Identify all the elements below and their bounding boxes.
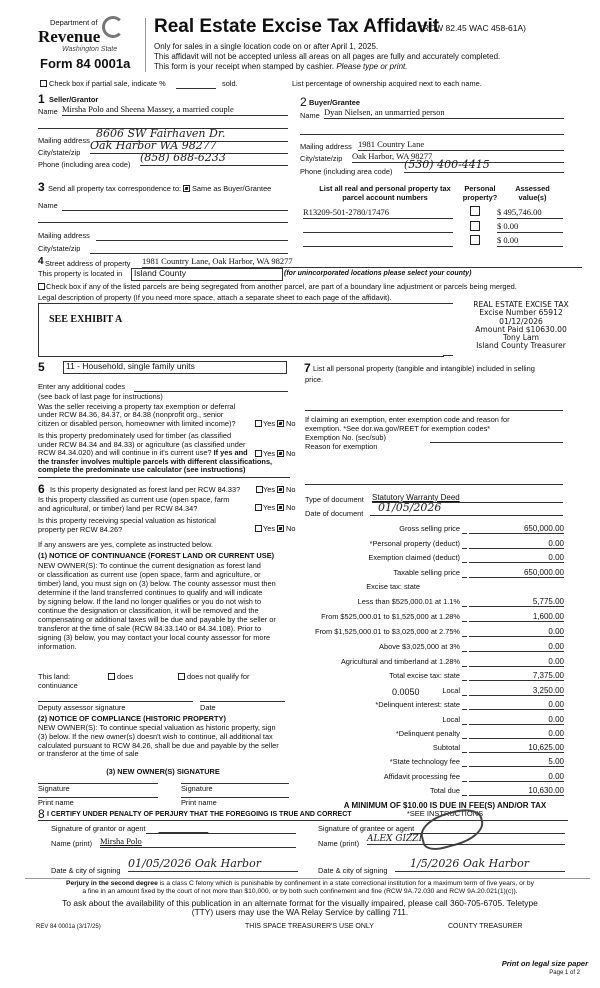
seller-mail-field[interactable]: 8606 SW Fairhaven Dr. [96, 128, 288, 142]
dept-label: Department of [50, 18, 98, 27]
no-label: No [286, 524, 296, 533]
q-line: under RCW 84.36, 84.37, or 84.38 (nonprofit org., senior [38, 410, 224, 420]
fee-value-field[interactable]: 0.00 [469, 553, 564, 563]
yes-label: Yes [263, 419, 276, 428]
notice-line: compensating or additional taxes will be due and payable by the seller or [38, 615, 276, 625]
does-not-label: does not qualify for [187, 672, 250, 681]
personal-header-2: property? [462, 192, 498, 202]
partial-pct-field[interactable] [176, 88, 216, 89]
header-line-3 [154, 62, 407, 71]
seller-name-field[interactable]: Mirsha Polo and Sheena Massey, a married couple [62, 105, 288, 116]
this-land-label: This land: [38, 672, 71, 681]
notice-1-text [38, 561, 276, 651]
exemption-no-checkbox[interactable] [277, 420, 284, 427]
current-use-no-checkbox[interactable] [277, 504, 284, 511]
print-name-label: Print name [181, 798, 217, 807]
fee-value-field[interactable]: 5,775.00 [469, 597, 564, 607]
corr-name-label: Name [38, 201, 58, 210]
doc-type-label: Type of document [305, 495, 364, 504]
fee-leader [462, 695, 467, 696]
dor-logo-icon [102, 16, 124, 38]
accessibility-line: To ask about the availability of this publication in an alternate format for the visually impaired, please call 360-705-6705. Teletype [62, 898, 538, 908]
seller-city-label: City/state/zip [38, 148, 81, 157]
grantee-sig-label: Signature of grantee or agent [318, 824, 415, 833]
notice-line: by signing below. If the land no longer qualifies or you do not wish to [38, 597, 262, 607]
notice-line: continue the designation or classification, it will be removed and the [38, 606, 259, 616]
seller-mail-label: Mailing address [38, 136, 90, 145]
parcel-header-1: List all real and personal property tax [319, 184, 451, 193]
buyer-mail-field[interactable]: 1981 Country Lane [358, 140, 564, 151]
q-line: Is this property classified as current use (open space, farm [38, 495, 230, 504]
current-use-question [38, 495, 229, 513]
partial-sale-checkbox[interactable] [40, 80, 47, 87]
stamp-line: Tony Lam [503, 333, 539, 343]
seller-phone-label: Phone (including area code) [38, 160, 131, 169]
fee-value-field[interactable]: 1,600.00 [469, 612, 564, 622]
additional-codes-label: Enter any additional codes [38, 382, 126, 391]
header-line-2: This affidavit will not be accepted unless all areas on all pages are fully and accurately completed. [154, 52, 501, 61]
state-label: Washington State [62, 46, 118, 53]
list-pct-note: List percentage of ownership acquired next to each name. [292, 79, 482, 88]
notice-2-text [38, 724, 279, 759]
deputy-signature-field[interactable] [38, 701, 193, 702]
personal-property-checkbox[interactable] [470, 206, 480, 216]
grantor-date-label: Date & city of signing [51, 866, 121, 875]
fee-label: *Delinquent penalty [395, 729, 460, 738]
section-5-number: 5 [38, 360, 45, 374]
notice-line: information. [38, 642, 77, 652]
accessibility-note [0, 899, 600, 917]
fee-leader [462, 795, 467, 796]
q-line: If yes and [213, 448, 248, 458]
forest-question: Is this property designated as forest land per RCW 84.33? [50, 485, 241, 494]
section-3-number: 3 [38, 180, 45, 194]
fee-value-field[interactable]: 3,250.00 [469, 686, 564, 696]
fee-value-field[interactable]: 10,625.00 [469, 743, 564, 753]
assessed-value-field[interactable]: $ 0.00 [497, 236, 563, 247]
fee-label: *Personal property (deduct) [369, 539, 460, 548]
assessed-value-field[interactable]: $ 495,746.00 [497, 208, 563, 219]
fee-value-field[interactable]: 650,000.00 [469, 568, 564, 578]
located-label: This property is located in [38, 269, 123, 278]
grantee-name-field[interactable]: ALEX GIZZI [367, 834, 565, 845]
notice-line: NEW OWNER(S): To continue special valuation as historic property, sign [38, 723, 276, 732]
signature-label: Signature [38, 784, 70, 793]
doc-date-field[interactable]: 01/05/2026 [370, 502, 563, 516]
deputy-date-field[interactable] [200, 701, 285, 702]
local-rate: 0.0050 [392, 687, 420, 697]
corr-city-field[interactable] [90, 253, 288, 254]
yes-label: Yes [263, 503, 276, 512]
reason-field[interactable] [305, 484, 563, 485]
grantor-name-label: Name (print) [51, 839, 93, 848]
parcel-header [310, 185, 460, 202]
q-line: under RCW 84.34 and 84.33) or agriculture (as classified under [38, 439, 246, 449]
exemption-note-1: If claiming an exemption, enter exemption code and reason for [305, 415, 510, 424]
personal-property-checkbox[interactable] [470, 235, 480, 245]
grantee-date-field[interactable]: 1/5/2026 Oak Harbor [395, 858, 565, 872]
fee-label: Local [442, 686, 460, 695]
notice-line: (3) below. If the new owner(s) doesn't wish to continue, all additional tax [38, 731, 273, 741]
notice-line: calculated pursuant to RCW 84.26, shall be due and payable by the seller [38, 740, 279, 750]
parcel-number-field[interactable] [303, 222, 453, 233]
no-label: No [286, 485, 296, 494]
does-not-qualify-checkbox[interactable] [178, 673, 185, 680]
notice-3-title: (3) NEW OWNER(S) SIGNATURE [106, 767, 220, 776]
form-title: Real Estate Excise Tax Affidavit [154, 16, 440, 37]
fee-value-field[interactable]: 0.00 [469, 657, 564, 667]
no-label: No [286, 449, 296, 458]
fee-leader [462, 766, 467, 767]
yes-label: Yes [263, 524, 276, 533]
fee-label: Affidavit processing fee [383, 772, 460, 781]
notice-line: transferor at the time of sale (RCW 84.33.140 or 84.34.108). Prior to [38, 624, 262, 634]
fee-label: Local [442, 715, 460, 724]
segregate-checkbox[interactable] [38, 283, 45, 290]
seller-name-label: Name [38, 107, 58, 116]
legal-description: SEE EXHIBIT A [49, 314, 123, 325]
page-number: Page 1 of 2 [549, 970, 580, 976]
fee-label: Gross selling price [399, 524, 460, 533]
grantor-name-field[interactable]: Mirsha Polo [100, 837, 296, 848]
exemption-no-label: Exemption No. (sec/sub) [305, 433, 386, 442]
fee-value-field[interactable]: 0.00 [469, 715, 564, 725]
legal-label: Legal description of property (If you need more space, attach a separate sheet to each page of the affidavit). [38, 293, 392, 302]
footer-divider [25, 878, 590, 879]
exemption-yes-checkbox[interactable] [255, 420, 262, 427]
same-as-buyer-checkbox[interactable] [183, 185, 190, 192]
buyer-mail-label: Mailing address [300, 142, 352, 151]
corr-city-label: City/state/zip [38, 244, 81, 253]
assessed-header [505, 185, 560, 202]
see-back-note: (see back of last page for instructions) [38, 392, 163, 401]
section-6-number: 6 [38, 482, 45, 496]
buyer-name-field[interactable]: Dyan Nielsen, an unmarried person [324, 108, 564, 119]
section-1-number: 1 [38, 92, 45, 106]
yes-label: Yes [263, 485, 276, 494]
seller-title: Seller/Grantor [49, 95, 99, 104]
fee-value-field[interactable]: 7,375.00 [469, 671, 564, 681]
section-8-number: 8 [38, 807, 45, 821]
fee-label: Less than $525,000.01 at 1.1% [357, 597, 460, 606]
treasurer-stamp [452, 301, 590, 351]
county-select[interactable]: Island County [131, 268, 283, 281]
notice-line: or transferor at the time of sale [38, 749, 139, 759]
q-line: Is this property receiving special valuation as historical [38, 516, 216, 525]
see-instructions-note: *SEE INSTRUCTIONS [406, 809, 484, 818]
personal-property-label: List all personal property (tangible and intangible) included in selling [313, 364, 535, 373]
fee-label: Above $3,025,000 at 3% [379, 642, 460, 651]
rcw-ref: (RCW 82.45 WAC 458-61A) [420, 23, 526, 33]
stamp-line: Island County Treasurer [476, 341, 566, 351]
treasurer-use-label: THIS SPACE TREASURER'S USE ONLY [245, 923, 374, 930]
fee-label: From $1,525,000.01 to $3,025,000 at 2.75% [314, 627, 460, 636]
street-field[interactable]: 1981 Country Lane, Oak Harbor, WA 98277 [142, 257, 582, 268]
assessed-header-1: Assessed [515, 184, 550, 193]
historic-no-checkbox[interactable] [277, 525, 284, 532]
notice-1-title: (1) NOTICE OF CONTINUANCE (FOREST LAND OR CURRENT USE) [38, 551, 275, 560]
personal-header [460, 185, 500, 202]
fee-label: Agricultural and timberland at 1.28% [340, 657, 460, 666]
corr-name-field[interactable] [62, 210, 288, 211]
doc-date-label: Date of document [305, 509, 364, 518]
personal-property-field[interactable] [305, 410, 563, 411]
stamp-line: Excise Number 65912 [479, 308, 563, 318]
q-line: RCW 84.34.020) and will continue in it's current use? [38, 448, 212, 458]
date-label: Date [200, 703, 216, 712]
fee-label: Total due [430, 786, 460, 795]
form-number: Form 84 0001a [40, 56, 131, 71]
fee-value-field[interactable]: 0.00 [469, 627, 564, 637]
exemption-note-2: exemption. *See dor.wa.gov/REET for exemption codes* [305, 424, 491, 433]
corr-name-line-2[interactable] [38, 222, 288, 223]
fee-value-field[interactable]: 0.00 [469, 729, 564, 739]
fee-value-field[interactable]: 650,000.00 [469, 524, 564, 534]
corr-mail-label: Mailing address [38, 231, 90, 240]
deputy-label: Deputy assessor signature [38, 703, 126, 712]
fee-leader [462, 636, 467, 637]
if-any-note: If any answers are yes, complete as instructed below. [38, 540, 213, 549]
perjury-text: is a class C felony which is punishable by confinement in a state correctional institution for a maximum term of five years, or by [157, 880, 534, 887]
buyer-phone-label: Phone (including area code) [300, 167, 393, 176]
parcel-number-field[interactable]: R13209-501-2780/17476 [303, 208, 453, 219]
parcel-number-field[interactable] [303, 236, 453, 247]
continuance-label: continuance [38, 681, 78, 690]
section-4-number: 4 [38, 256, 44, 267]
fee-label: *State technology fee [389, 757, 460, 766]
no-label: No [286, 503, 296, 512]
fee-leader [462, 666, 467, 667]
type-print-note: Please type or print. [336, 62, 408, 71]
county-treasurer-label: COUNTY TREASURER [448, 923, 523, 930]
legal-box-bottom [443, 355, 453, 356]
q-line: and agricultural, or timber) land per RCW 84.34? [38, 504, 198, 513]
header-line-1: Only for sales in a single location code on or after April 1, 2025. [154, 42, 379, 51]
section-divider [38, 820, 568, 821]
fee-leader [462, 548, 467, 549]
seller-city-field[interactable]: Oak Harbor WA 98277 [90, 140, 288, 154]
doc-type-field[interactable]: Statutory Warranty Deed [372, 493, 563, 503]
fee-leader [462, 724, 467, 725]
sold-label: sold. [222, 79, 238, 88]
historic-question [38, 516, 216, 534]
buyer-phone-field[interactable]: (530) 400-4415 [404, 159, 564, 173]
fee-leader [462, 533, 467, 534]
fee-leader [462, 709, 467, 710]
q-line: complete the predominate use calculator (see instructions) [38, 465, 246, 475]
exemption-question [38, 403, 236, 428]
buyer-city-field[interactable]: Oak Harbor, WA 98277 [352, 152, 564, 163]
does-qualify-checkbox[interactable] [108, 673, 115, 680]
current-use-yes-checkbox[interactable] [255, 504, 262, 511]
fee-value-field[interactable]: 0.00 [469, 772, 564, 782]
q-line: citizen or disabled person, homeowner with limited income)? [38, 418, 236, 428]
fee-value-field[interactable]: 0.00 [469, 700, 564, 710]
legal-description-box[interactable] [38, 303, 444, 357]
fee-label: Exemption claimed (deduct) [368, 553, 460, 562]
legal-paper-note: Print on legal size paper [501, 959, 588, 968]
q-line: Was the seller receiving a property tax exemption or deferral [38, 402, 236, 411]
land-use-code-select[interactable]: 11 - Household, single family units [63, 361, 287, 374]
personal-header-1: Personal [464, 184, 496, 193]
grantor-sig-label: Signature of grantor or agent [51, 824, 146, 833]
corr-label: Send all property tax correspondence to: [48, 184, 182, 193]
timber-question [38, 432, 272, 475]
fee-label: *Delinquent interest: state [375, 700, 460, 709]
same-as-buyer-label: Same as Buyer/Grantee [192, 184, 272, 193]
county-note: (for unincorporated locations please select your county) [284, 270, 472, 277]
assessed-value-field[interactable]: $ 0.00 [497, 222, 563, 233]
parcel-header-2: parcel account numbers [342, 192, 428, 202]
historic-yes-checkbox[interactable] [255, 525, 262, 532]
fee-label: From $525,000.01 to $1,525,000 at 1.28% [321, 612, 460, 621]
minimum-note: A MINIMUM OF $10.00 IS DUE IN FEE(S) AND/OR TAX [343, 801, 547, 810]
personal-property-label-2: price. [305, 375, 324, 384]
buyer-name-line-2[interactable] [300, 134, 564, 135]
no-label: No [286, 419, 296, 428]
form-revision: REV 84 0001a (3/17/25) [36, 924, 101, 930]
timber-no-checkbox[interactable] [277, 450, 284, 457]
perjury-text-2: a fine in an amount fixed by the court of not more than $10,000, or by both such confinement and fine (RCW 9A.72.030 and RCW 9A.20.021(1)(c)). [82, 888, 518, 895]
fee-label: Excise tax: state [366, 582, 420, 591]
perjury-bold: Perjury in the second degree [66, 880, 158, 887]
does-label: does [117, 672, 134, 681]
perjury-note [0, 880, 600, 896]
fee-label: Taxable selling price [393, 568, 460, 577]
exemption-no-field[interactable] [430, 442, 563, 443]
fee-label: Subtotal [432, 743, 460, 752]
receipt-note: This form is your receipt when stamped by cashier. [154, 62, 335, 71]
revenue-label: Revenue [38, 27, 101, 46]
fee-leader [462, 621, 467, 622]
fee-leader [462, 752, 467, 753]
grantee-name-label: Name (print) [318, 839, 360, 848]
signature-label: Signature [181, 784, 213, 793]
fee-leader [462, 680, 467, 681]
section-2-number: 2 [300, 95, 307, 109]
q-line: the transfer involves multiple parcels with different classifications, [38, 456, 273, 466]
fee-leader [462, 577, 467, 578]
reason-label: Reason for exemption [305, 442, 378, 451]
grantor-signature-icon [158, 822, 212, 834]
header-divider [145, 18, 146, 72]
q-line: Is this property predominately used for timber (as classified [38, 431, 232, 440]
section-7-number: 7 [304, 361, 311, 375]
notice-line: NEW OWNER(S): To continue the current designation as forest land [38, 561, 261, 570]
fee-value-field[interactable]: 0.00 [469, 539, 564, 549]
notice-line: or classification as current use (open space, farm and agriculture, or [38, 570, 261, 580]
fee-value-field[interactable]: 10,630.00 [469, 786, 564, 796]
yes-label: Yes [263, 449, 276, 458]
seller-phone-field[interactable]: (858) 688-6233 [140, 152, 288, 166]
print-name-label: Print name [38, 798, 74, 807]
accessibility-line: (TTY) users may use the WA Relay Service by calling 711. [191, 907, 409, 917]
fee-value-field[interactable]: 5.00 [469, 757, 564, 767]
q-line: property per RCW 84.26? [38, 525, 123, 534]
section-divider [38, 477, 290, 478]
notice-line: signing (3) below, you may contact your local county assessor for more [38, 633, 271, 643]
notice-line: determine if the land transferred continues to qualify and will indicate [38, 588, 263, 598]
fee-leader [462, 562, 467, 563]
buyer-title: Buyer/Grantee [309, 98, 360, 107]
stamp-line: 01/12/2026 [499, 316, 543, 326]
forest-no-checkbox[interactable] [277, 486, 284, 493]
notice-line: timber) land, you must sign on (3) below. The county assessor must then [38, 579, 276, 589]
partial-sale-label: Check box if partial sale, indicate % [49, 79, 166, 88]
personal-property-checkbox[interactable] [470, 221, 480, 231]
fee-label: Total excise tax: state [389, 671, 460, 680]
street-label: Street address of property [45, 259, 131, 268]
forest-yes-checkbox[interactable] [256, 486, 263, 493]
stamp-line: REAL ESTATE EXCISE TAX [473, 300, 569, 309]
corr-mail-field[interactable] [96, 240, 288, 241]
fee-leader [462, 738, 467, 739]
grantor-date-field[interactable]: 01/05/2026 Oak Harbor [128, 858, 298, 872]
timber-yes-checkbox[interactable] [255, 450, 262, 457]
notice-2-title: (2) NOTICE OF COMPLIANCE (HISTORIC PROPERTY) [38, 714, 226, 723]
assessed-header-2: value(s) [518, 192, 547, 202]
buyer-city-label: City/state/zip [300, 154, 343, 163]
certify-statement: I CERTIFY UNDER PENALTY OF PERJURY THAT THE FOREGOING IS TRUE AND CORRECT [47, 811, 352, 818]
fee-leader [462, 606, 467, 607]
fee-value-field[interactable]: 0.00 [469, 642, 564, 652]
segregate-label: Check box if any of the listed parcels are being segregated from another parcel, are part of a boundary line adjustment or parcels being merged. [46, 282, 517, 291]
fee-leader [462, 651, 467, 652]
fee-leader [462, 781, 467, 782]
buyer-name-label: Name [300, 111, 320, 120]
grantee-date-label: Date & city of signing [318, 866, 388, 875]
stamp-line: Amount Paid $10630.00 [475, 324, 567, 334]
